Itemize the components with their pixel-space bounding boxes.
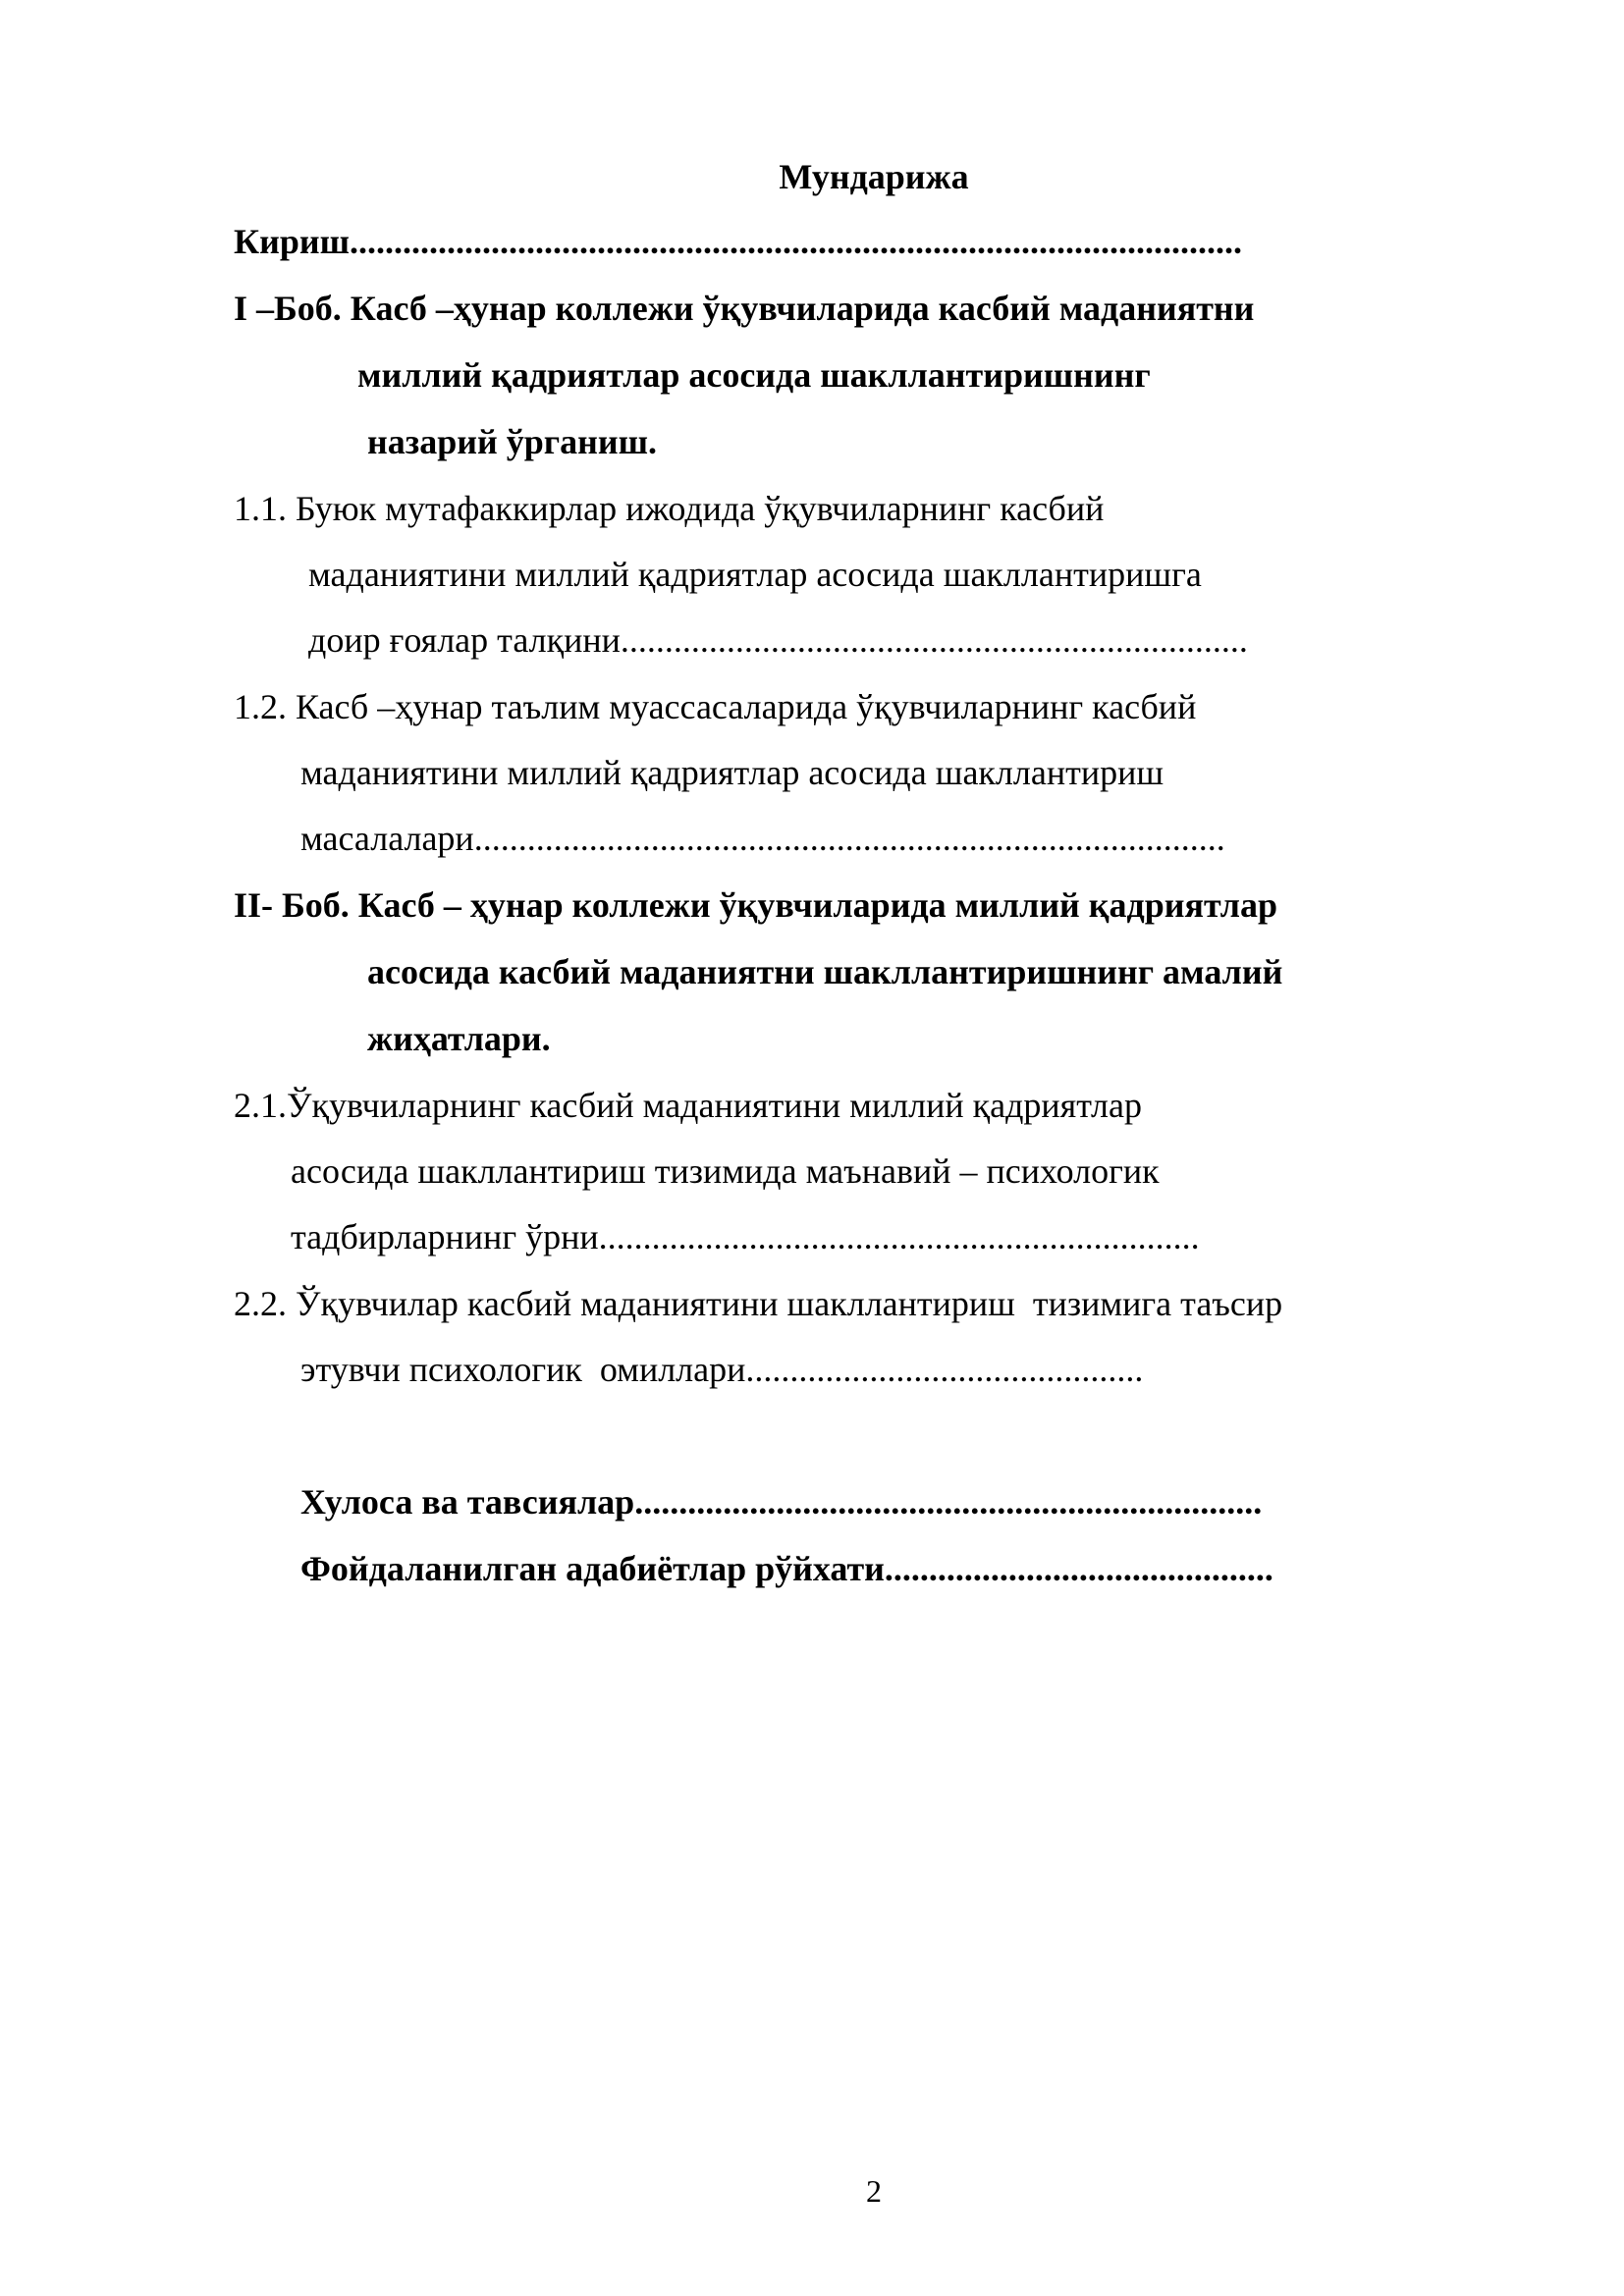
section-1-2-line3: масалалари..................................................................................... <box>300 819 1225 858</box>
toc-conclusion: Хулоса ва тавсиялар....................................................................... <box>300 1482 1263 1522</box>
toc-title: Мундарижа <box>779 157 969 196</box>
chapter1-line2: миллий қадриятлар асосида шакллантиришнинг <box>357 355 1151 395</box>
page-number: 2 <box>866 2173 882 2209</box>
section-1-2-line1: 1.2. Касб –ҳунар таълим муассасаларида ўқувчиларнинг касбий <box>234 687 1197 726</box>
section-2-1-line3: тадбирларнинг ўрни.................................................................... <box>291 1217 1200 1256</box>
chapter1-line3: назарий ўрганиш. <box>367 422 657 461</box>
chapter2-line2: асосида касбий маданиятни шакллантиришнинг амалий <box>367 952 1283 991</box>
section-2-1-line1: 2.1.Ўқувчиларнинг касбий маданиятини миллий қадриятлар <box>234 1086 1142 1125</box>
section-1-1-line2: маданиятини миллий қадриятлар асосида шакллантиришга <box>308 555 1202 594</box>
section-2-2-line2: этувчи психологик омиллари............................................. <box>300 1350 1144 1389</box>
toc-intro: Кириш..................................................................................................... <box>234 222 1243 261</box>
chapter2-line3: жиҳатлари. <box>367 1019 551 1058</box>
chapter1-line1: I –Боб. Касб –ҳунар коллежи ўқувчиларида касбий маданиятни <box>234 289 1255 328</box>
section-2-1-line2: асосида шакллантириш тизимида маънавий – психологик <box>291 1151 1160 1191</box>
section-1-2-line2: маданиятини миллий қадриятлар асосида шакллантириш <box>300 753 1164 792</box>
section-2-2-line1: 2.2. Ўқувчилар касбий маданиятини шакллантириш тизимига таъсир <box>234 1284 1283 1323</box>
chapter2-line1: II- Боб. Касб – ҳунар коллежи ўқувчиларида миллий қадриятлар <box>234 885 1278 925</box>
toc-references: Фойдаланилган адабиётлар рўйхати............................................ <box>300 1549 1273 1588</box>
section-1-1-line3: доир ғоялар талқини....................................................................... <box>308 620 1248 660</box>
section-1-1-line1: 1.1. Буюк мутафаккирлар ижодида ўқувчиларнинг касбий <box>234 489 1105 528</box>
